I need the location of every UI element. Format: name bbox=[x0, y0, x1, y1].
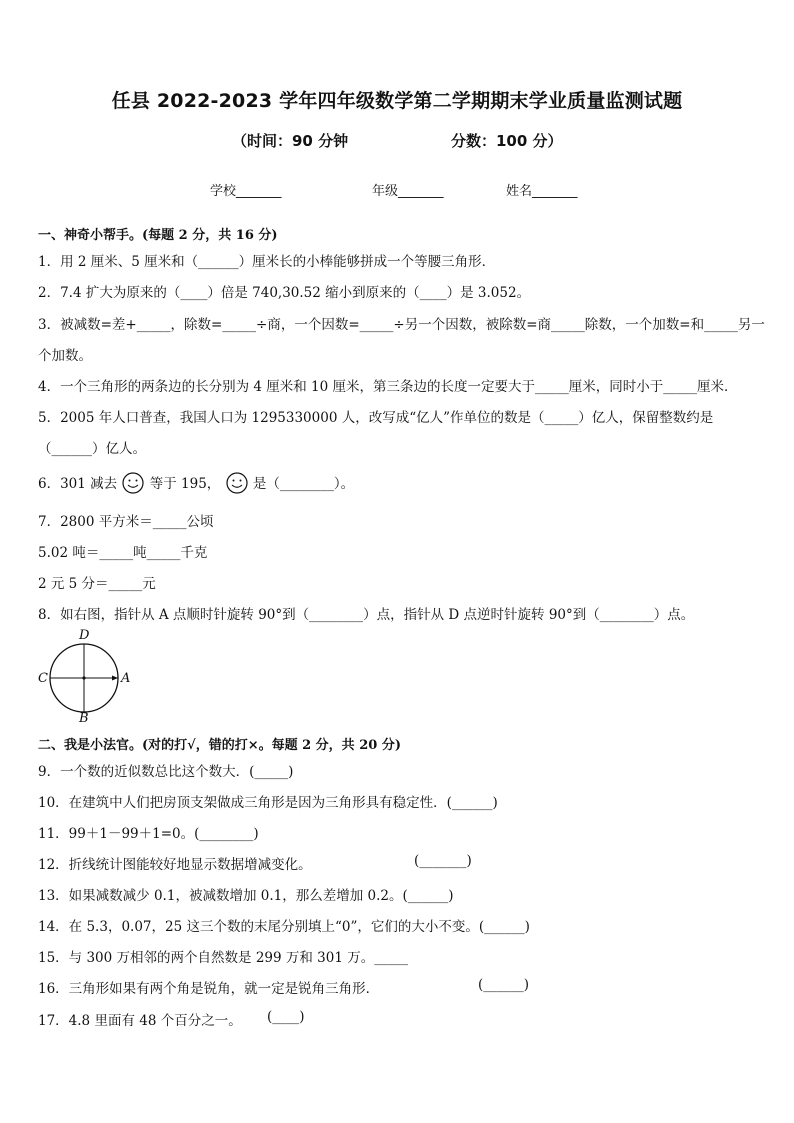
section-2-heading: 二、我是小法官。(对的打√，错的打×。每题 2 分，共 20 分) bbox=[38, 738, 401, 753]
exam-score: 分数：100 分） bbox=[451, 132, 563, 150]
question-8: 8．如右图，指针从 A 点顺时针旋转 90°到（________）点，指针从 D 点逆时针旋转 90°到（________）点。 bbox=[38, 607, 695, 623]
question-13: 13．如果减数减少 0.1，被减数增加 0.1，那么差增加 0.2。(______) bbox=[38, 888, 454, 904]
question-16-blank: (______) bbox=[478, 977, 530, 993]
question-2: 2．7.4 扩大为原来的（____）倍是 740,30.52 缩小到原来的（____）是 3.052。 bbox=[38, 285, 531, 301]
question-6-part1: 6．301 减去 bbox=[38, 476, 118, 492]
smiley-face-icon bbox=[121, 472, 145, 498]
question-5-continued: （______）亿人。 bbox=[38, 441, 146, 457]
section-1-heading: 一、神奇小帮手。(每题 2 分，共 16 分) bbox=[38, 228, 278, 243]
question-3-continued: 个加数。 bbox=[38, 348, 92, 364]
question-15: 15．与 300 万相邻的两个自然数是 299 万和 301 万。_____ bbox=[38, 950, 408, 966]
question-7b: 5.02 吨＝_____吨_____千克 bbox=[38, 545, 208, 561]
school-field: 学校_______ bbox=[210, 184, 282, 199]
grade-field: 年级_______ bbox=[372, 184, 444, 199]
question-6-part3: 是（________）。 bbox=[252, 476, 355, 492]
question-6-part2: 等于 195， bbox=[149, 476, 221, 492]
question-17: 17．4.8 里面有 48 个百分之一。 bbox=[38, 1013, 242, 1029]
question-5: 5．2005 年人口普查，我国人口为 1295330000 人，改写成“亿人”作单位的数是（_____）亿人，保留整数约是 bbox=[38, 410, 714, 426]
label-b: B bbox=[79, 711, 89, 726]
question-4: 4．一个三角形的两条边的长分别为 4 厘米和 10 厘米，第三条边的长度一定要大于_____厘米，同时小于_____厘米． bbox=[38, 379, 738, 395]
question-10: 10．在建筑中人们把房顶支架做成三角形是因为三角形具有稳定性．(______) bbox=[38, 795, 498, 811]
question-3: 3．被减数=差+_____，除数=_____÷商，一个因数=_____÷另一个因数，被除数=商_____除数，一个加数=和_____另一 bbox=[38, 317, 765, 333]
question-9: 9．一个数的近似数总比这个数大．(_____) bbox=[38, 764, 294, 780]
question-12-blank: (_______) bbox=[414, 853, 472, 869]
question-6 bbox=[38, 472, 354, 498]
question-12: 12．折线统计图能较好地显示数据增减变化。 bbox=[38, 857, 312, 873]
question-1: 1．用 2 厘米、5 厘米和（______）厘米长的小棒能够拼成一个等腰三角形． bbox=[38, 254, 496, 270]
question-17-blank: (____) bbox=[267, 1009, 305, 1025]
question-7c: 2 元 5 分＝_____元 bbox=[38, 576, 156, 592]
question-11: 11．99＋1－99＋1=0。(________) bbox=[38, 826, 259, 842]
question-7a: 7．2800 平方米＝_____公顷 bbox=[38, 514, 214, 530]
page-title: 任县 2022-2023 学年四年级数学第二学期期末学业质量监测试题 bbox=[111, 90, 683, 112]
name-field: 姓名_______ bbox=[506, 184, 578, 199]
label-a: A bbox=[121, 671, 131, 686]
question-14: 14．在 5.3，0.07，25 这三个数的末尾分别填上“0”，它们的大小不变。(______) bbox=[38, 919, 530, 935]
smiley-face-icon bbox=[225, 472, 249, 498]
exam-time: （时间：90 分钟 bbox=[232, 132, 349, 150]
label-c: C bbox=[38, 671, 48, 686]
question-16: 16．三角形如果有两个角是锐角，就一定是锐角三角形． bbox=[38, 981, 380, 997]
label-d: D bbox=[79, 628, 90, 643]
